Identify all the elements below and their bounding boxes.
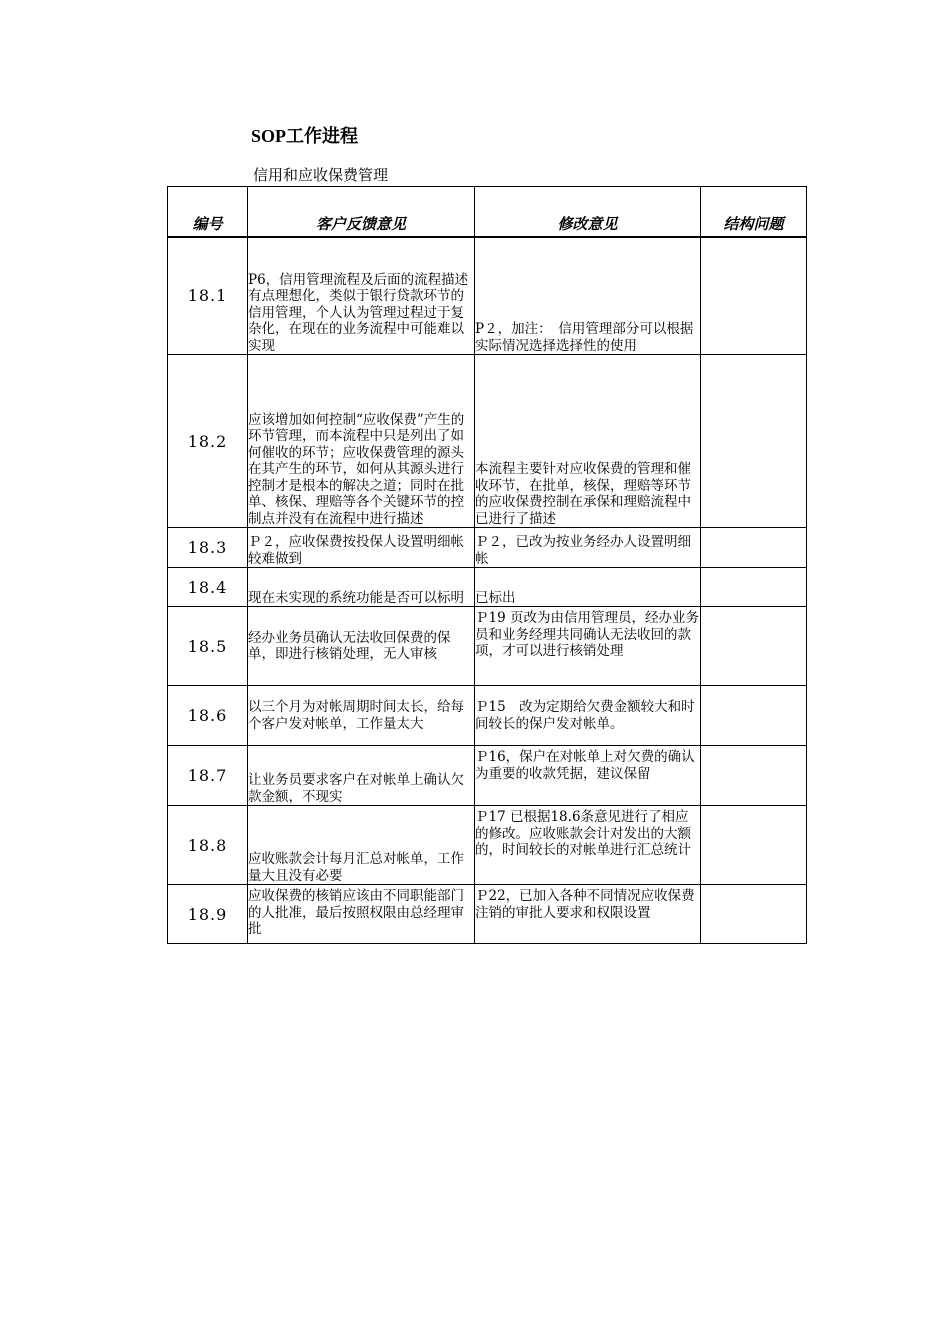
row-revision: Ｐ22，已加入各种不同情况应收保费注销的审批人要求和权限设置 bbox=[475, 885, 701, 944]
header-id: 编号 bbox=[168, 187, 248, 237]
row-id: 18.2 bbox=[168, 355, 248, 528]
row-feedback: 现在未实现的系统功能是否可以标明 bbox=[248, 568, 475, 607]
row-id: 18.6 bbox=[168, 686, 248, 746]
header-feedback: 客户反馈意见 bbox=[248, 187, 475, 237]
page-title: SOP工作进程 bbox=[251, 126, 359, 146]
row-feedback: Ｐ２，应收保费按投保人设置明细帐较难做到 bbox=[248, 528, 475, 568]
row-revision: Ｐ２，已改为按业务经办人设置明细帐 bbox=[475, 528, 701, 568]
row-feedback: P6，信用管理流程及后面的流程描述有点理想化，类似于银行贷款环节的信用管理，个人认为管理过程过于复杂化，在现在的业务流程中可能难以实现 bbox=[248, 237, 475, 355]
table-row bbox=[168, 806, 807, 885]
table-row bbox=[168, 568, 807, 607]
row-feedback: 让业务员要求客户在对帐单上确认欠款金额，不现实 bbox=[248, 746, 475, 806]
row-feedback: 应收保费的核销应该由不同职能部门的人批准，最后按照权限由总经理审批 bbox=[248, 885, 475, 944]
row-structure bbox=[701, 885, 807, 944]
header-revision: 修改意见 bbox=[475, 187, 701, 237]
row-structure bbox=[701, 237, 807, 355]
table-header-row bbox=[168, 187, 807, 237]
feedback-table bbox=[167, 186, 807, 944]
header-structure: 结构问题 bbox=[701, 187, 807, 237]
table-row bbox=[168, 746, 807, 806]
table-row bbox=[168, 528, 807, 568]
row-revision: Ｐ17 已根据18.6条意见进行了相应的修改。应收账款会计对发出的大额的，时间较长的对帐单进行汇总统计 bbox=[475, 806, 701, 885]
table-row bbox=[168, 607, 807, 686]
row-revision: Ｐ16，保户在对帐单上对欠费的确认为重要的收款凭据，建议保留 bbox=[475, 746, 701, 806]
row-id: 18.5 bbox=[168, 607, 248, 686]
row-revision: 已标出 bbox=[475, 568, 701, 607]
row-revision: P２，加注： 信用管理部分可以根据实际情况选择选择性的使用 bbox=[475, 237, 701, 355]
row-id: 18.7 bbox=[168, 746, 248, 806]
row-structure bbox=[701, 686, 807, 746]
row-revision: 本流程主要针对应收保费的管理和催收环节，在批单，核保，理赔等环节的应收保费控制在承保和理赔流程中已进行了描述 bbox=[475, 355, 701, 528]
row-feedback: 应收账款会计每月汇总对帐单，工作量大且没有必要 bbox=[248, 806, 475, 885]
row-id: 18.3 bbox=[168, 528, 248, 568]
row-feedback: 以三个月为对帐周期时间太长，给每个客户发对帐单，工作量太大 bbox=[248, 686, 475, 746]
row-feedback: 应该增加如何控制“应收保费”产生的环节管理，而本流程中只是列出了如何催收的环节；应收保费管理的源头在其产生的环节，如何从其源头进行控制才是根本的解决之道；同时在批单、核保、理赔等各个关键环节的控制点并没有在流程中进行描述 bbox=[248, 355, 475, 528]
row-id: 18.1 bbox=[168, 237, 248, 355]
row-structure bbox=[701, 355, 807, 528]
page-subtitle: 信用和应收保费管理 bbox=[253, 166, 389, 184]
row-structure bbox=[701, 746, 807, 806]
row-feedback: 经办业务员确认无法收回保费的保单，即进行核销处理，无人审核 bbox=[248, 607, 475, 686]
row-revision: Ｐ15 改为定期给欠费金额较大和时间较长的保户发对帐单。 bbox=[475, 686, 701, 746]
row-structure bbox=[701, 568, 807, 607]
row-revision: Ｐ19 页改为由信用管理员，经办业务员和业务经理共同确认无法收回的款项，才可以进行核销处理 bbox=[475, 607, 701, 686]
table-row bbox=[168, 686, 807, 746]
row-id: 18.4 bbox=[168, 568, 248, 607]
row-structure bbox=[701, 607, 807, 686]
row-structure bbox=[701, 806, 807, 885]
row-structure bbox=[701, 528, 807, 568]
table-row bbox=[168, 355, 807, 528]
row-id: 18.8 bbox=[168, 806, 248, 885]
table-row bbox=[168, 237, 807, 355]
table-row bbox=[168, 885, 807, 944]
row-id: 18.9 bbox=[168, 885, 248, 944]
